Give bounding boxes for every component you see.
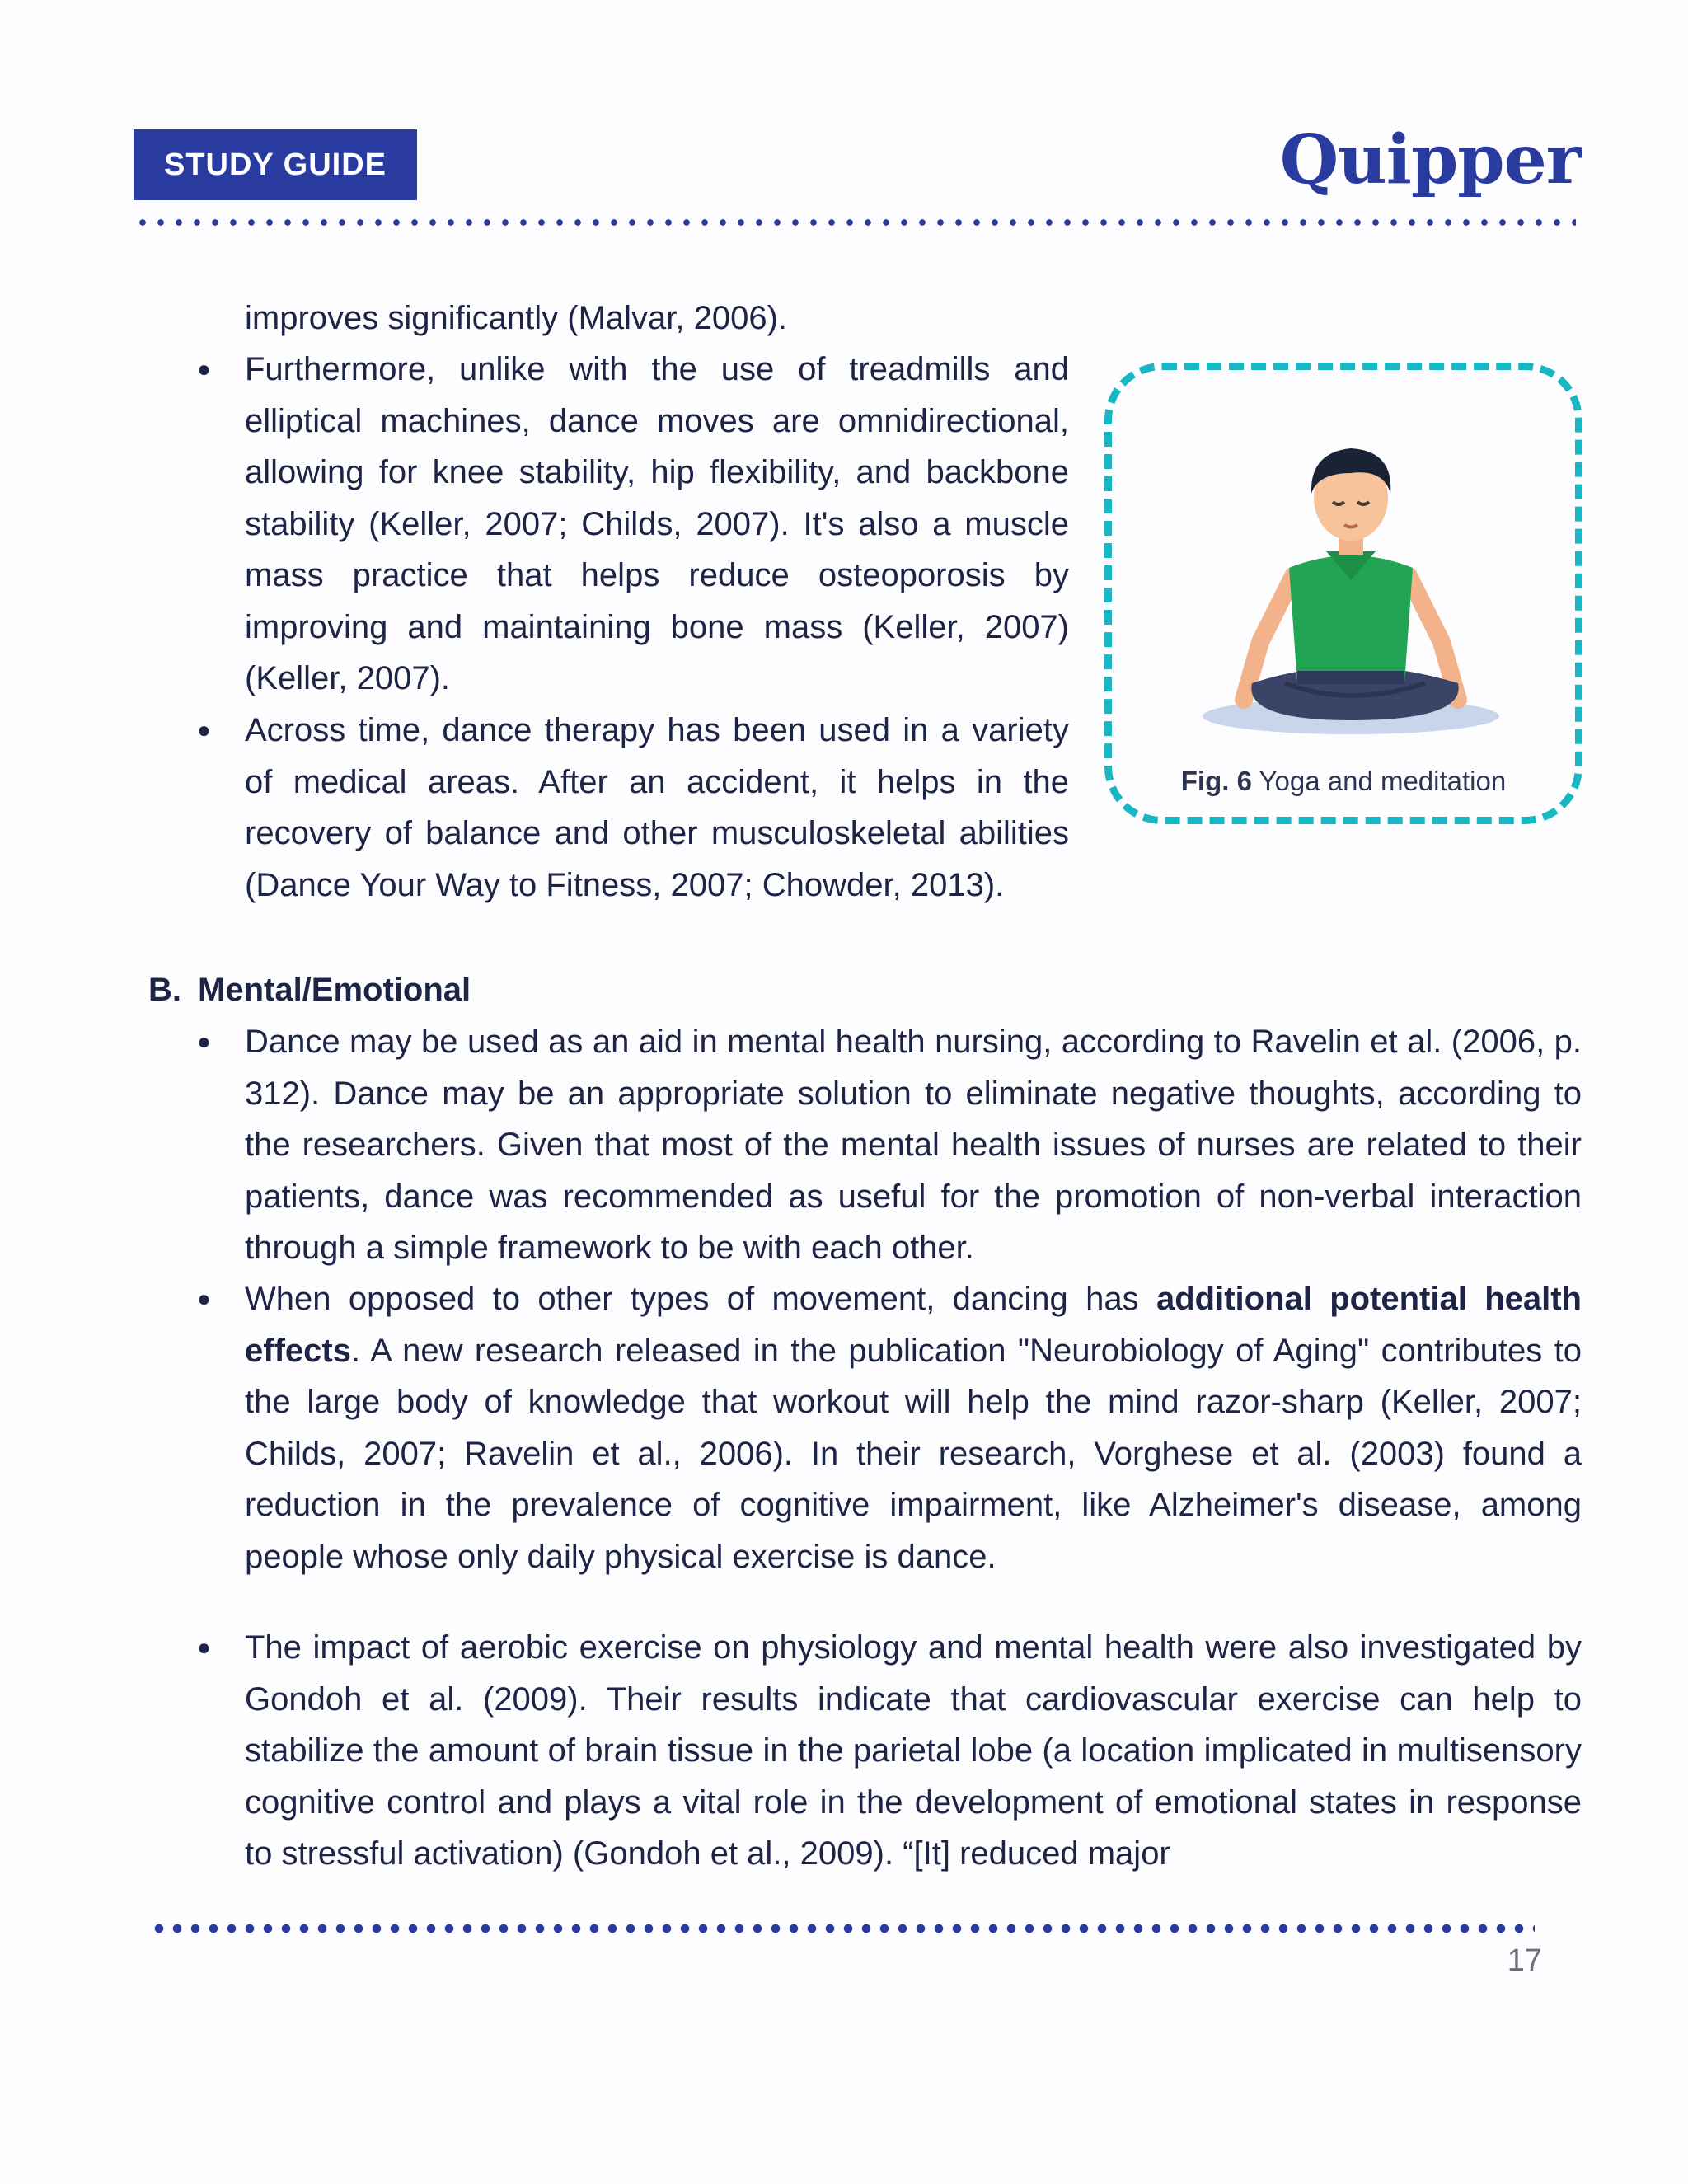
section-heading-mental-emotional [148,964,471,1016]
study-guide-badge: STUDY GUIDE [134,129,417,200]
figure-yoga-meditation [1104,363,1582,824]
figure-caption [1112,766,1575,797]
section-letter: B. [148,972,181,1008]
figure-label: Fig. 6 [1180,766,1252,796]
bullet-paragraph-health-effects [245,1273,1582,1582]
bold-phrase: additional potential health effects [245,1281,1582,1369]
bullet-paragraph-dance-therapy: ● Across time, dance therapy has been used in a variety of medical areas. After an accident, it helps in the recovery of balance and other musculoskeletal abilities (Dance Your Way to Fitness, 2007; Chowder, 2013). [245,705,1069,911]
quipper-logo: Quipper [1279,120,1581,199]
page-number: 17 [1507,1943,1542,1978]
bullet-paragraph-aerobic-exercise: ● The impact of aerobic exercise on physiology and mental health were also investigated by Gondoh et al. (2009). Their results indicate that cardiovascular exercise can help to stabilize the amount of brain tissue in the parietal lobe (a location implicated in multisensory cognitive control and plays a vital role in the development of emotional states in response to stressful activation) (Gondoh et al., 2009). “[It] reduced major [245,1622,1582,1880]
yoga-person-illustration-icon [1194,436,1507,749]
section-title: Mental/Emotional [198,972,471,1008]
paragraph-text-part: . A new research released in the publication "Neurobiology of Aging" contributes to the large body of knowledge that workout will help the mind razor-sharp (Keller, 2007; Childs, 2007; Ravelin et al., 2006). In their research, Vorghese et al. (2003) found a reduction in the prevalence of cognitive impairment, like Alzheimer's disease, among people whose only daily physical exercise is dance. [245,1332,1582,1575]
paragraph-text-part: When opposed to other types of movement, dancing has [245,1281,1156,1317]
figure-caption-text: Yoga and meditation [1251,766,1507,796]
bullet-paragraph-mental-health-nursing: ● Dance may be used as an aid in mental health nursing, according to Ravelin et al. (2006, p. 312). Dance may be an appropriate solution to eliminate negative thoughts, according to the researchers. Given that most of the mental health issues of nurses are related to their patients, dance was recommended as useful for the promotion of non-verbal interaction through a simple framework to be with each other. [245,1016,1582,1274]
footer-divider [150,1924,1535,1933]
paragraph-continuation: improves significantly (Malvar, 2006). [245,300,788,336]
header-divider [134,219,1576,226]
bullet-paragraph-omnidirectional: ● Furthermore, unlike with the use of treadmills and elliptical machines, dance moves are omnidirectional, allowing for knee stability, hip flexibility, and backbone stability (Keller, 2007; Childs, 2007). It's also a muscle mass practice that helps reduce osteoporosis by improving and maintaining bone mass (Keller, 2007) (Keller, 2007). [245,344,1069,705]
